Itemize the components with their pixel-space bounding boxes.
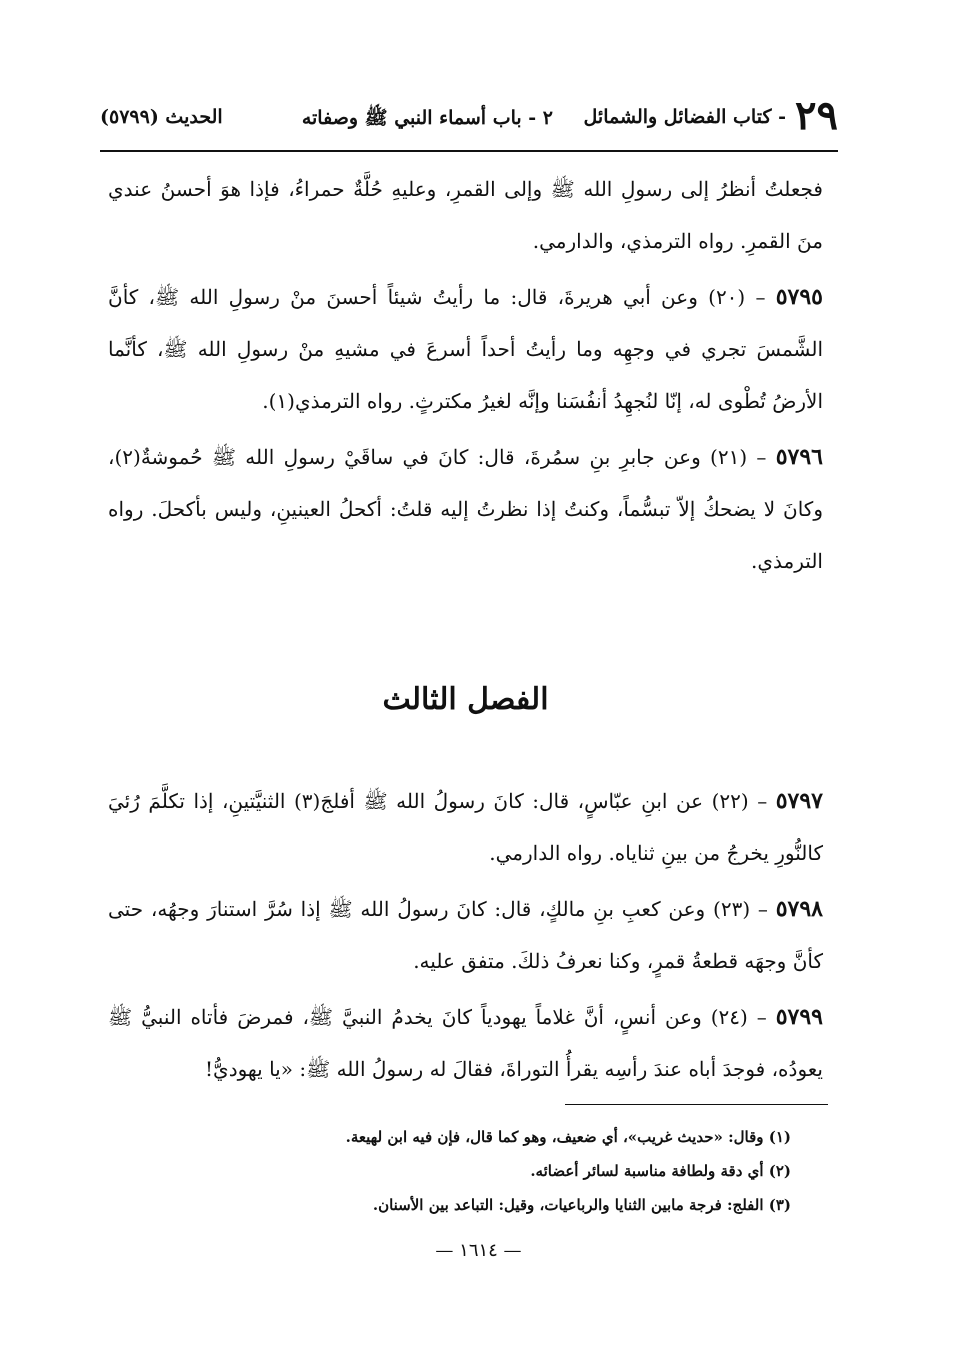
hadith-paragraph: [108, 991, 823, 1095]
footnote: (٢) أي دقة ولطافة مناسبة لسائر أعضائه.: [530, 1162, 791, 1180]
header-page-number: ٢٩: [795, 92, 838, 139]
hadith-number: ٥٧٩٧: [775, 788, 823, 814]
hadith-text: – (٢٠) وعن أبي هريرةَ، قال: ما رأيتُ شيئاً أحسنَ منْ رسولِ الله ﷺ، كأنَّ الشَّمسَ تجري في وجهِه وما رأيتُ أحداً أسرعَ في مشيهِ منْ رسولِ الله ﷺ، كأنَّما الأرضُ تُطْوى له، إنّا لنُجهِدُ أنفُسَنا وإنَّه لغيرُ مكترثٍ. رواه الترمذي(١).: [108, 285, 823, 413]
footnote: (١) وقال: «حديث غريب»، أي ضعيف، وهو كما قال، فإن فيه ابن لهيعة.: [345, 1128, 791, 1146]
hadith-number: ٥٧٩٦: [775, 444, 823, 470]
hadith-text: – (٢٤) وعن أنسٍ، أنَّ غلاماً يهودياً كانَ يخدمُ النبيَّ ﷺ، فمرضَ فأتاه النبيُّ ﷺ يعودُه، فوجدَ أباه عندَ رأسِه يقرأُ التوراةَ، فقالَ له رسولُ الله ﷺ: «يا يهوديُّ!: [108, 1005, 823, 1081]
hadith-number: ٥٧٩٩: [775, 1004, 823, 1030]
hadith-number: ٥٧٩٥: [775, 284, 823, 310]
hadith-text: – (٢١) وعن جابرِ بنِ سمُرةَ، قال: كانَ في ساقَيْ رسولِ الله ﷺ حُموشةٌ(٢)، وكانَ لا يضحكُ إلاّ تبسُّماً، وكنتُ إذا نظرتُ إليه قلتُ: أكحلُ العينينِ، وليس بأكحلَ. رواه الترمذي.: [108, 445, 823, 573]
paragraph-continuation: فجعلتُ أنظرُ إلى رسولِ الله ﷺ وإلى القمرِ، وعليهِ حُلَّةٌ حمراءُ، فإذا هوَ أحسنُ عندي منَ القمرِ. رواه الترمذي، والدارمي.: [108, 177, 823, 253]
page-number-footer: — ١٦١٤ —: [435, 1240, 522, 1261]
page-header: [100, 92, 838, 148]
footnote-rule: [565, 1104, 828, 1105]
footnote: (٣) الفلج: فرجة مابين الثنايا والرباعيات، وقيل: التباعد بين الأسنان.: [372, 1196, 791, 1214]
hadith-paragraph: [108, 883, 823, 987]
hadith-number: ٥٧٩٨: [775, 896, 823, 922]
main-text-section-2: [108, 775, 823, 1095]
header-chapter-title: ٢ - باب أسماء النبي ﷺ وصفاته: [301, 107, 553, 129]
main-text-section-1: [108, 163, 823, 587]
hadith-paragraph: [108, 431, 823, 587]
header-hadith-range: الحديث (٥٧٩٩): [100, 106, 223, 128]
footnotes: [108, 1120, 791, 1222]
hadith-paragraph: [108, 775, 823, 879]
header-book-title: - كتاب الفضائل والشمائل: [583, 106, 786, 128]
hadith-text: – (٢٢) عن ابنِ عبّاسٍ، قال: كانَ رسولُ الله ﷺ أفلجَ(٣) الثنيَّتينِ، إذا تكلَّمَ رُئيَ كالنُّورِ يخرجُ من بينِ ثناياه. رواه الدارمي.: [108, 789, 823, 865]
section-heading: الفصل الثالث: [382, 682, 549, 717]
hadith-paragraph: [108, 271, 823, 427]
hadith-text: – (٢٣) وعن كعبِ بنِ مالكٍ، قال: كانَ رسولُ الله ﷺ إذا سُرَّ استنارَ وجهُه، حتى كأنَّ وجهَه قطعةُ قمرٍ، وكنا نعرفُ ذلكَ. متفق عليه.: [108, 897, 823, 973]
header-rule: [100, 150, 838, 152]
